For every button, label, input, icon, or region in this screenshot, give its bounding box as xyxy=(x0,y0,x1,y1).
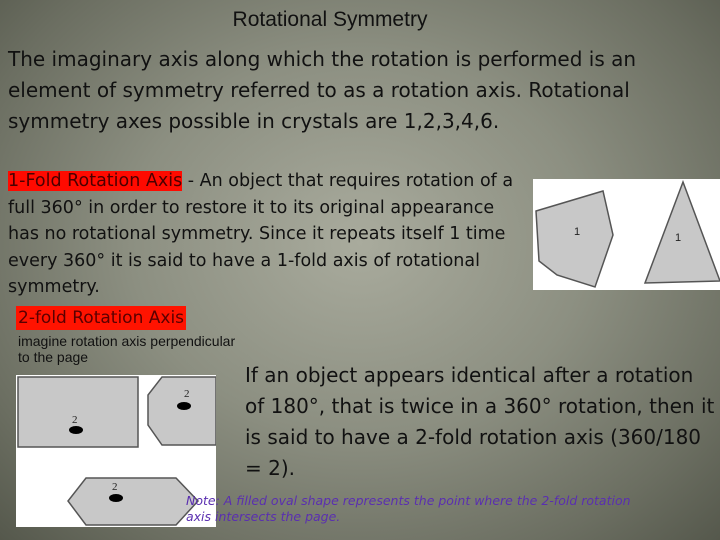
intro-paragraph: The imaginary axis along which the rotation is performed is an element of symmetry referred to as a rotation axis. Rotational symmetry axes possible in crystals are 1,2,3,4,6. xyxy=(8,47,637,133)
rotation-axis-oval-icon xyxy=(69,426,83,434)
two-fold-caption: imagine rotation axis perpendicular to the page xyxy=(18,333,236,365)
one-fold-paragraph xyxy=(8,168,518,301)
one-fold-heading: 1-Fold Rotation Axis xyxy=(8,171,183,191)
page-title: Rotational Symmetry xyxy=(232,8,428,31)
one-fold-body: - An object that requires rotation of a full 360° in order to restore it to its original appearance has no rotational symmetry. Since it repeats itself 1 time every 360° it is said to have a 1-fold axis of rotational symmetry. xyxy=(8,171,514,297)
figure-label: 2 xyxy=(112,481,118,493)
one-fold-figure xyxy=(533,179,720,290)
rectangle-shape xyxy=(18,377,138,447)
one-fold-shapes xyxy=(533,179,720,290)
octagon-shape xyxy=(68,478,198,525)
figure-label: 1 xyxy=(574,226,581,238)
figure-label: 2 xyxy=(72,414,78,426)
figure-label: 2 xyxy=(184,388,190,400)
figure-label: 1 xyxy=(675,232,682,244)
two-fold-note: Note: A filled oval shape represents the point where the 2-fold rotation axis intersects the page. xyxy=(186,493,631,524)
two-fold-heading: 2-fold Rotation Axis xyxy=(18,308,185,328)
rotation-axis-oval-icon xyxy=(177,402,191,410)
rotation-axis-oval-icon xyxy=(109,494,123,502)
irregular-pentagon-shape xyxy=(536,191,613,287)
rotated-polygon-shape xyxy=(148,377,216,445)
scalene-triangle-shape xyxy=(645,182,720,283)
two-fold-paragraph: If an object appears identical after a rotation of 180°, that is twice in a 360° rotation, then it is said to have a 2-fold rotation axis (360/180 = 2). xyxy=(245,363,715,480)
